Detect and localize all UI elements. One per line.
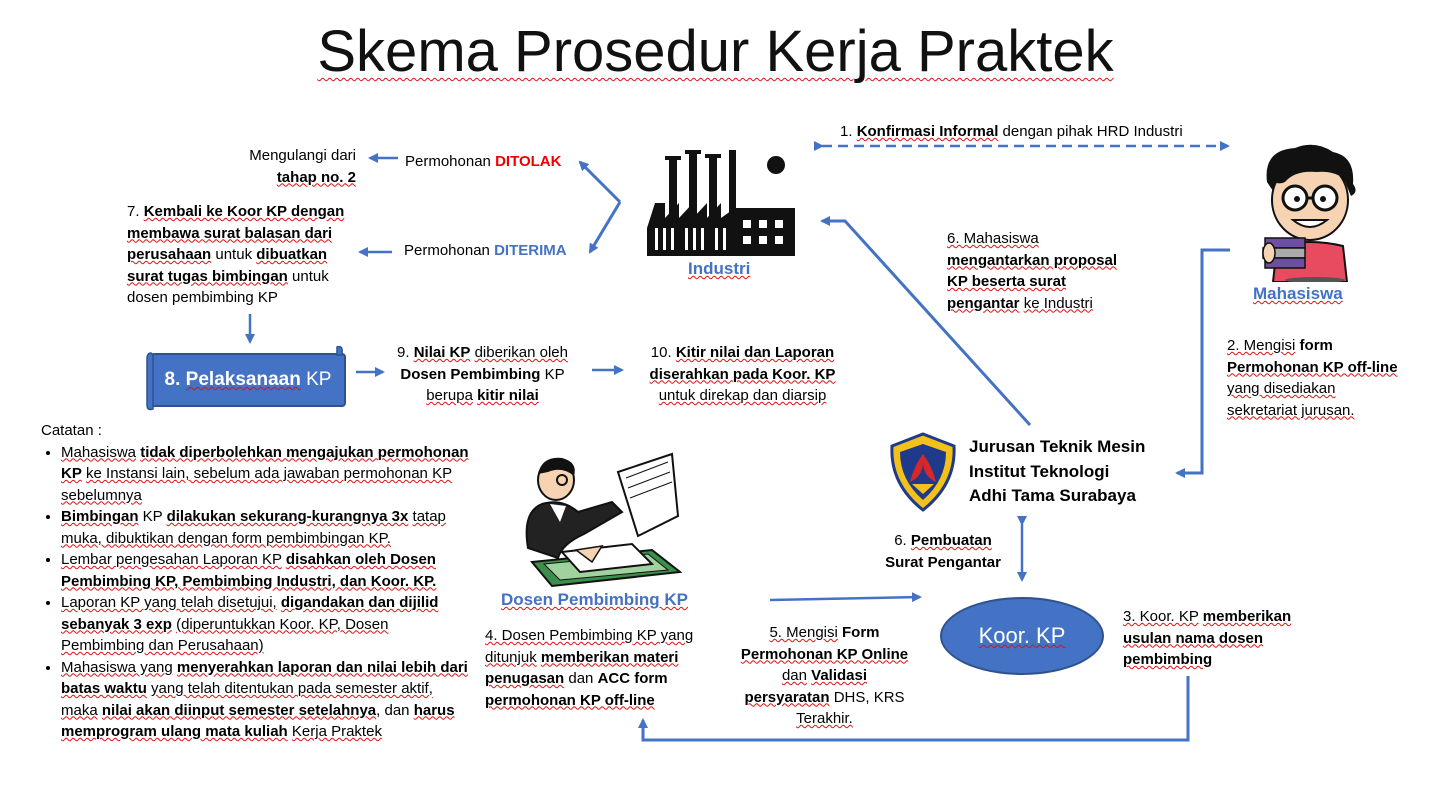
scroll-ends bbox=[145, 343, 347, 413]
step-7-text: 7. Kembali ke Koor KP dengan membawa surat balasan dari perusahaan untuk dibuatkan surat tugas bimbingan untuk dosen pembimbing KP bbox=[127, 203, 345, 306]
step-6-mengantarkan: 6. Mahasiswa mengantarkan proposal KP beserta surat pengantar ke Industri bbox=[947, 230, 1118, 312]
mahasiswa-label: Mahasiswa bbox=[1253, 284, 1343, 303]
note-item: • Mahasiswa yang menyerahkan laporan dan nilai lebih dari batas waktu yang telah ditentukan pada semester aktif, maka nilai akan diinput semester setelahnya, dan harus memprogram ulang mata kuliah Kerja Praktek bbox=[61, 657, 471, 743]
step-2-text: 2. Mengisi form Permohonan KP off-line yang disediakan sekretariat jurusan. bbox=[1227, 337, 1398, 419]
step-4-text: 4. Dosen Pembimbing KP yang ditunjuk memberikan materi penugasan dan ACC form permohonan KP off-line bbox=[485, 627, 694, 709]
permohonan-diterima: Permohonan DITERIMA bbox=[404, 242, 567, 259]
mengulangi-text: Mengulangi dari tahap no. 2 bbox=[249, 147, 356, 186]
arrow-ditolak bbox=[580, 162, 620, 202]
factory-icon bbox=[645, 148, 797, 256]
arrow-diterima bbox=[590, 202, 620, 252]
dosen-icon bbox=[522, 452, 682, 588]
note-item: • Bimbingan KP dilakukan sekurang-kurangnya 3x tatap muka, dibuktikan dengan form pembimbingan KP. bbox=[61, 506, 471, 549]
note-item: • Laporan KP yang telah disetujui, digandakan dan dijilid sebanyak 3 exp (diperuntukkan Koor. KP, Dosen Pembimbing dan Perusahaan) bbox=[61, 592, 471, 657]
dosen-label: Dosen Pembimbing KP bbox=[501, 590, 689, 609]
step-1-label: 1. Konfirmasi Informal dengan pihak HRD Industri bbox=[840, 123, 1183, 140]
note-item: • Lembar pengesahan Laporan KP disahkan oleh Dosen Pembimbing KP, Pembimbing Industri, dan Koor. KP. bbox=[61, 549, 471, 592]
page-title: Skema Prosedur Kerja Praktek bbox=[317, 19, 1114, 84]
step-6-pembuatan: 6. Pembuatan Surat Pengantar bbox=[885, 532, 1001, 571]
arrow-mahasiswa-to-jurusan bbox=[1177, 250, 1230, 473]
student-icon bbox=[1255, 142, 1363, 282]
note-item: • Mahasiswa tidak diperbolehkan mengajukan permohonan KP ke Instansi lain, sebelum ada jawaban permohonan KP sebelumnya bbox=[61, 442, 471, 507]
itats-logo bbox=[888, 432, 958, 512]
catatan-notes bbox=[41, 420, 471, 743]
step-5-text: 5. Mengisi Form Permohonan KP Online dan Validasi persyaratan DHS, KRS Terakhir. bbox=[740, 624, 909, 727]
step-9-text: 9. Nilai KP diberikan oleh Dosen Pembimbing KP berupa kitir nilai bbox=[397, 344, 568, 404]
koor-kp-node: Koor. KP bbox=[940, 597, 1104, 675]
arrow-dosen-to-koor bbox=[770, 597, 920, 600]
notes-heading: Catatan : bbox=[41, 422, 102, 439]
industri-label: Industri bbox=[688, 259, 751, 278]
step-10-text: 10. Kitir nilai dan Laporan diserahkan pada Koor. KP untuk direkap dan diarsip bbox=[649, 344, 836, 404]
permohonan-ditolak: Permohonan DITOLAK bbox=[405, 153, 562, 170]
pelaksanaan-box: 8. Pelaksanaan KP bbox=[150, 353, 346, 407]
step-3-text: 3. Koor. KP memberikan usulan nama dosen pembimbing bbox=[1123, 608, 1292, 668]
jurusan-label: Jurusan Teknik Mesin Institut Teknologi Adhi Tama Surabaya bbox=[969, 437, 1146, 505]
